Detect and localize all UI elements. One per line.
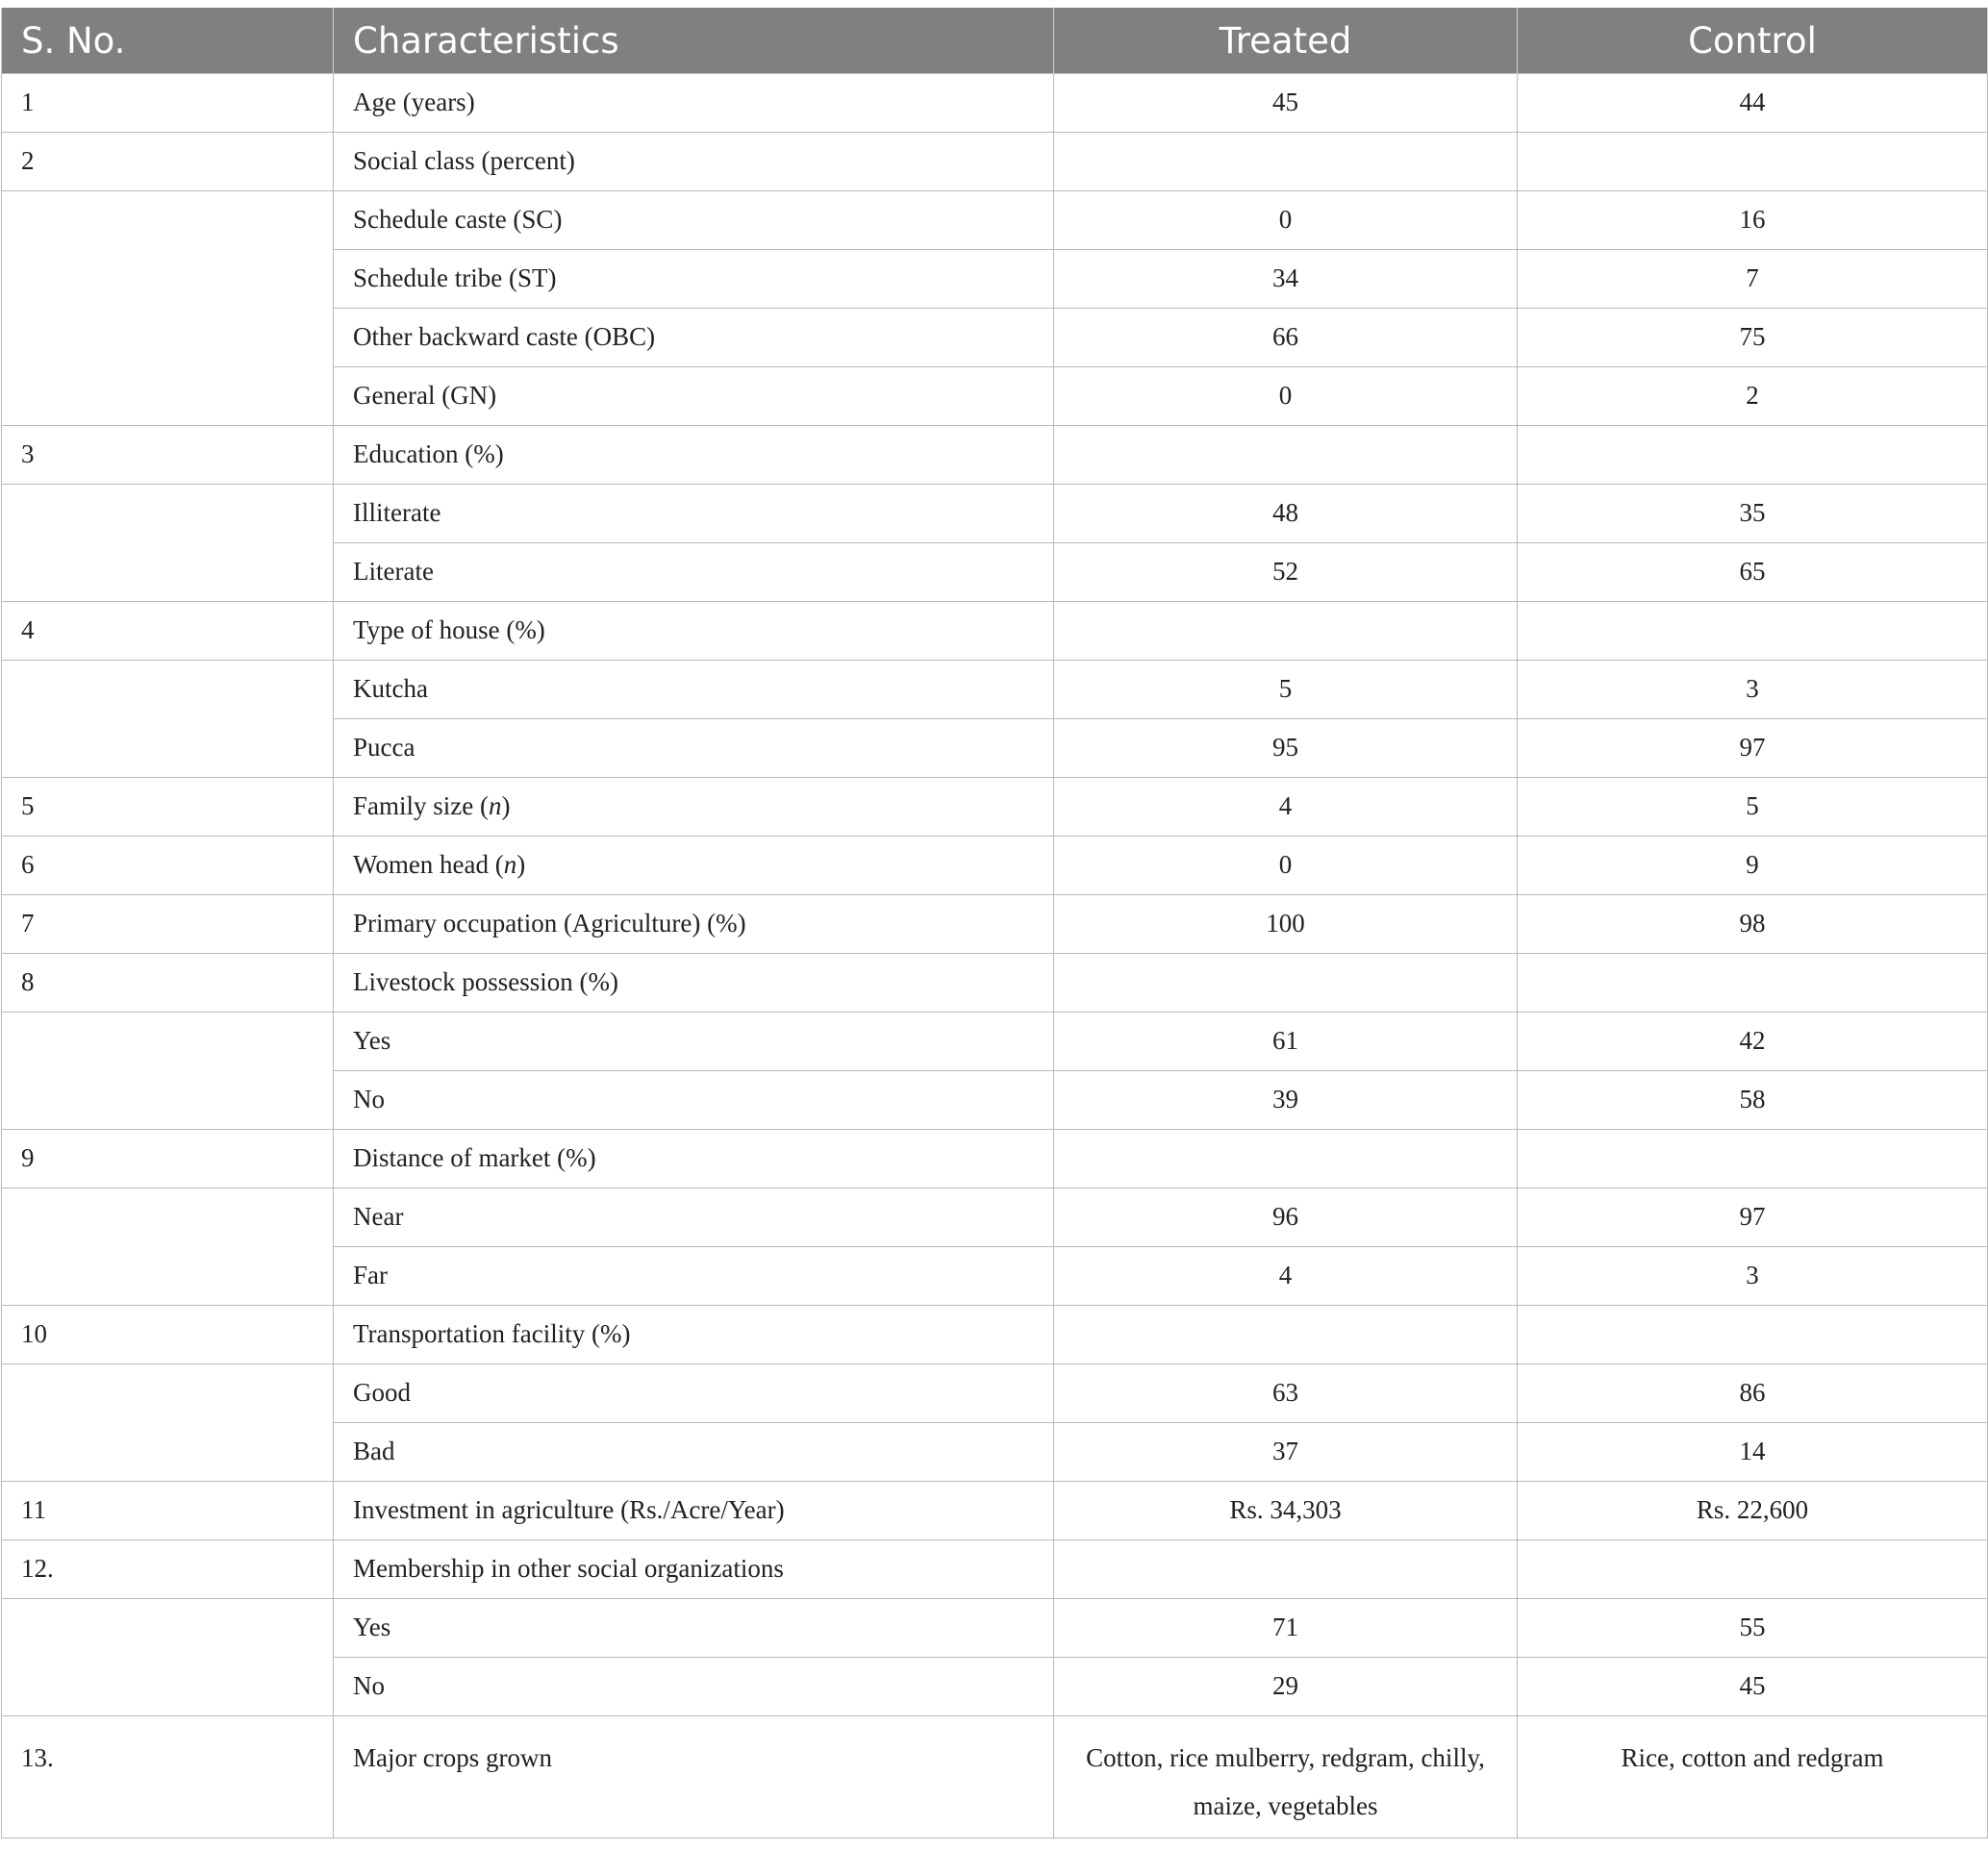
table-row: [2, 74, 1988, 133]
table-row: [2, 954, 1988, 1013]
characteristic-label: Investment in agriculture (Rs./Acre/Year): [353, 1495, 785, 1525]
characteristic-label: Type of house (%): [353, 615, 545, 645]
table-row: [2, 778, 1988, 837]
characteristic-label-suffix: ): [501, 791, 511, 821]
table-row: [2, 837, 1988, 895]
cell-treated: [1054, 1540, 1518, 1599]
cell-treated: 52: [1054, 543, 1518, 602]
characteristic-label-italic: n: [488, 791, 502, 821]
header-treated: Treated: [1054, 8, 1518, 74]
cell-sno-merged: [2, 191, 334, 426]
table-row: [2, 661, 1988, 719]
header-control: Control: [1518, 8, 1988, 74]
characteristic-label: Livestock possession (%): [353, 967, 618, 997]
cell-sno: 11: [2, 1482, 334, 1540]
cell-sno: 2: [2, 133, 334, 191]
cell-sno: 6: [2, 837, 334, 895]
cell-sno: 7: [2, 895, 334, 954]
cell-treated: 37: [1054, 1423, 1518, 1482]
cell-treated: [1054, 1306, 1518, 1364]
cell-sno: 10: [2, 1306, 334, 1364]
cell-control: 65: [1518, 543, 1988, 602]
cell-sno-merged: [2, 1188, 334, 1306]
characteristic-label-suffix: ): [516, 850, 526, 880]
table-row: [2, 191, 1988, 250]
cell-characteristic: [334, 1658, 1054, 1716]
cell-characteristic: [334, 661, 1054, 719]
table-row: [2, 1013, 1988, 1071]
cell-control: 45: [1518, 1658, 1988, 1716]
cell-control: [1518, 426, 1988, 485]
table-row: [2, 602, 1988, 661]
cell-characteristic: [334, 1306, 1054, 1364]
cell-control: 42: [1518, 1013, 1988, 1071]
characteristic-label: Membership in other social organizations: [353, 1554, 784, 1584]
cell-treated: [1054, 954, 1518, 1013]
cell-sno: 8: [2, 954, 334, 1013]
characteristic-label: Yes: [353, 1613, 391, 1642]
cell-control: 86: [1518, 1364, 1988, 1423]
cell-treated: 63: [1054, 1364, 1518, 1423]
cell-sno: 13.: [2, 1716, 334, 1838]
table-row: [2, 1482, 1988, 1540]
characteristic-label: Primary occupation (Agriculture) (%): [353, 909, 746, 938]
cell-control: [1518, 602, 1988, 661]
cell-control: 98: [1518, 895, 1988, 954]
characteristic-label: Family size (: [353, 791, 489, 821]
cell-characteristic: [334, 191, 1054, 250]
table-row: [2, 1540, 1988, 1599]
cell-control: 2: [1518, 367, 1988, 426]
cell-treated: 0: [1054, 191, 1518, 250]
cell-control: 9: [1518, 837, 1988, 895]
cell-treated: 48: [1054, 485, 1518, 543]
cell-control: [1518, 133, 1988, 191]
cell-control: 75: [1518, 309, 1988, 367]
cell-sno: 1: [2, 74, 334, 133]
cell-sno-merged: [2, 1364, 334, 1482]
cell-characteristic: [334, 602, 1054, 661]
cell-treated: [1054, 602, 1518, 661]
cell-treated: [1054, 133, 1518, 191]
cell-control: Rice, cotton and redgram: [1518, 1716, 1988, 1838]
cell-control: 55: [1518, 1599, 1988, 1658]
header-sno: S. No.: [2, 8, 334, 74]
cell-characteristic: [334, 837, 1054, 895]
cell-control: 14: [1518, 1423, 1988, 1482]
cell-characteristic: [334, 1071, 1054, 1130]
cell-control: [1518, 1306, 1988, 1364]
cell-treated: Rs. 34,303: [1054, 1482, 1518, 1540]
cell-treated: 71: [1054, 1599, 1518, 1658]
cell-sno: 3: [2, 426, 334, 485]
cell-characteristic: [334, 74, 1054, 133]
cell-control: 3: [1518, 1247, 1988, 1306]
cell-treated: 34: [1054, 250, 1518, 309]
characteristic-label: No: [353, 1085, 385, 1114]
characteristic-label: Distance of market (%): [353, 1143, 596, 1173]
cell-characteristic: [334, 895, 1054, 954]
table-body: [2, 74, 1988, 1838]
table-row: [2, 485, 1988, 543]
cell-control: 5: [1518, 778, 1988, 837]
characteristic-label: No: [353, 1671, 385, 1701]
cell-characteristic: [334, 1716, 1054, 1838]
cell-characteristic: [334, 954, 1054, 1013]
cell-characteristic: [334, 133, 1054, 191]
characteristics-table: [1, 8, 1988, 1838]
characteristic-label: Literate: [353, 557, 434, 587]
cell-treated: 66: [1054, 309, 1518, 367]
characteristic-label: General (GN): [353, 381, 497, 411]
cell-control: 35: [1518, 485, 1988, 543]
characteristic-label: Other backward caste (OBC): [353, 322, 656, 352]
cell-characteristic: [334, 1482, 1054, 1540]
header-characteristics: Characteristics: [334, 8, 1054, 74]
characteristic-label: Transportation facility (%): [353, 1319, 631, 1349]
characteristic-label: Good: [353, 1378, 411, 1408]
cell-sno-merged: [2, 661, 334, 778]
characteristic-label: Major crops grown: [353, 1743, 552, 1772]
cell-sno: 12.: [2, 1540, 334, 1599]
characteristic-label: Kutcha: [353, 674, 428, 704]
cell-treated: [1054, 1130, 1518, 1188]
cell-characteristic: [334, 1188, 1054, 1247]
cell-control: [1518, 954, 1988, 1013]
characteristic-label: Far: [353, 1261, 388, 1290]
table-row: [2, 1306, 1988, 1364]
cell-treated: 29: [1054, 1658, 1518, 1716]
cell-control: [1518, 1540, 1988, 1599]
cell-treated: 4: [1054, 778, 1518, 837]
cell-treated: 0: [1054, 367, 1518, 426]
cell-treated: 4: [1054, 1247, 1518, 1306]
cell-control: Rs. 22,600: [1518, 1482, 1988, 1540]
cell-characteristic: [334, 1423, 1054, 1482]
cell-characteristic: [334, 485, 1054, 543]
cell-treated: 95: [1054, 719, 1518, 778]
cell-sno: 5: [2, 778, 334, 837]
table-row: [2, 426, 1988, 485]
cell-treated: 0: [1054, 837, 1518, 895]
cell-characteristic: [334, 1247, 1054, 1306]
cell-characteristic: [334, 543, 1054, 602]
cell-control: 97: [1518, 719, 1988, 778]
cell-treated: 5: [1054, 661, 1518, 719]
cell-control: 16: [1518, 191, 1988, 250]
characteristic-label: Yes: [353, 1026, 391, 1056]
cell-sno-merged: [2, 1599, 334, 1716]
characteristic-label: Women head (: [353, 850, 504, 880]
characteristic-label: Illiterate: [353, 498, 441, 528]
cell-characteristic: [334, 1130, 1054, 1188]
cell-sno-merged: [2, 485, 334, 602]
cell-characteristic: [334, 426, 1054, 485]
characteristic-label: Bad: [353, 1437, 395, 1466]
cell-treated: [1054, 426, 1518, 485]
cell-characteristic: [334, 1540, 1054, 1599]
characteristic-label: Social class (percent): [353, 146, 575, 176]
cell-control: 7: [1518, 250, 1988, 309]
cell-sno: 9: [2, 1130, 334, 1188]
table-row: [2, 1599, 1988, 1658]
characteristic-label: Age (years): [353, 88, 475, 117]
characteristic-label: Schedule caste (SC): [353, 205, 563, 235]
cell-treated: Cotton, rice mulberry, redgram, chilly, maize, vegetables: [1054, 1716, 1518, 1838]
cell-treated: 96: [1054, 1188, 1518, 1247]
cell-control: [1518, 1130, 1988, 1188]
characteristic-label-italic: n: [503, 850, 517, 880]
cell-characteristic: [334, 719, 1054, 778]
cell-treated: 61: [1054, 1013, 1518, 1071]
cell-sno: 4: [2, 602, 334, 661]
characteristic-label: Pucca: [353, 733, 415, 763]
cell-characteristic: [334, 367, 1054, 426]
characteristic-label: Schedule tribe (ST): [353, 263, 557, 293]
characteristic-label: Education (%): [353, 439, 504, 469]
characteristic-label: Near: [353, 1202, 404, 1232]
cell-treated: 100: [1054, 895, 1518, 954]
cell-control: 97: [1518, 1188, 1988, 1247]
table-row: [2, 895, 1988, 954]
cell-control: 3: [1518, 661, 1988, 719]
cell-characteristic: [334, 309, 1054, 367]
cell-treated: 45: [1054, 74, 1518, 133]
table-header-row: [2, 8, 1988, 74]
cell-characteristic: [334, 1364, 1054, 1423]
cell-control: 44: [1518, 74, 1988, 133]
cell-characteristic: [334, 1599, 1054, 1658]
cell-treated: 39: [1054, 1071, 1518, 1130]
cell-characteristic: [334, 778, 1054, 837]
cell-characteristic: [334, 1013, 1054, 1071]
table-row: [2, 1364, 1988, 1423]
table-row: [2, 133, 1988, 191]
table-row: [2, 1188, 1988, 1247]
characteristics-table-container: [1, 8, 1987, 1838]
table-row: [2, 1130, 1988, 1188]
cell-sno-merged: [2, 1013, 334, 1130]
cell-control: 58: [1518, 1071, 1988, 1130]
table-row: [2, 1716, 1988, 1838]
cell-characteristic: [334, 250, 1054, 309]
